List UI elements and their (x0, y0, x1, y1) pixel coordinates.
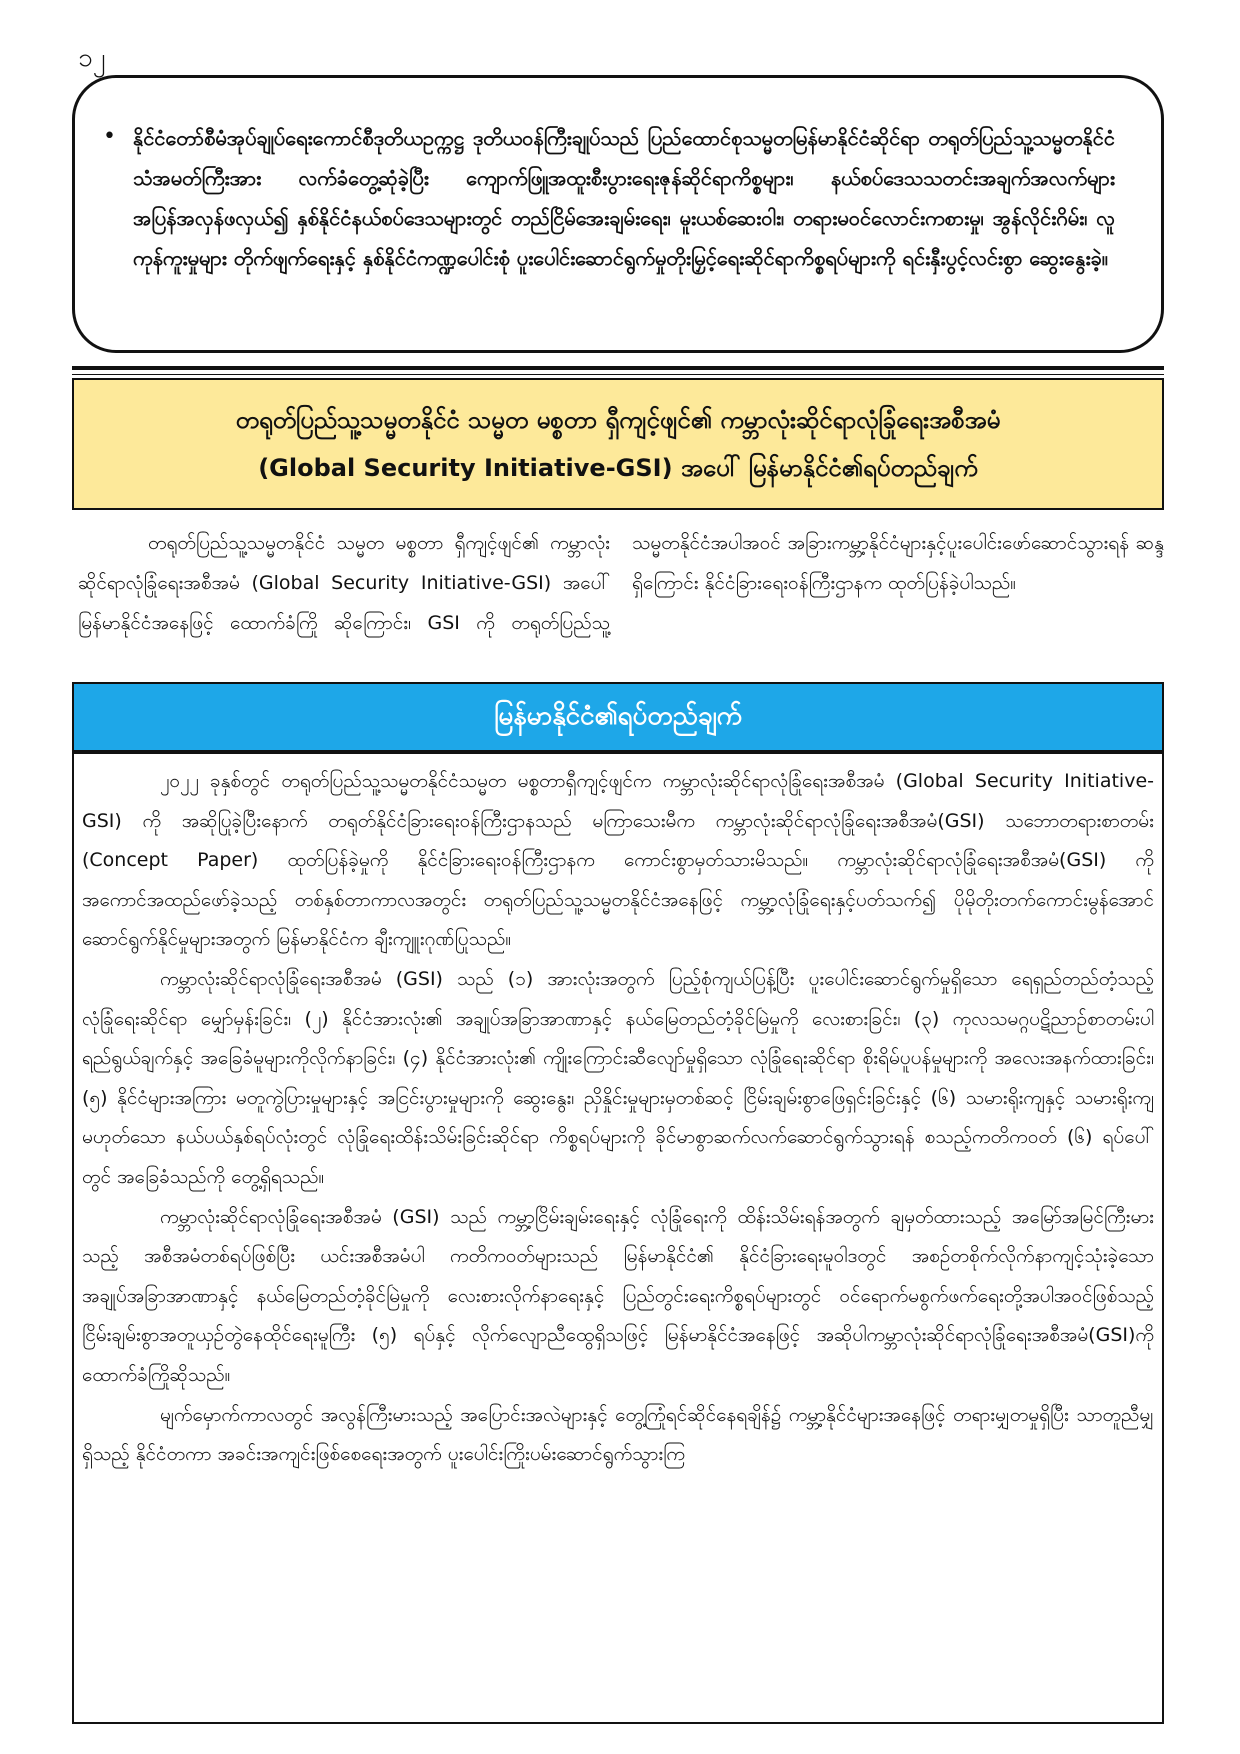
article-title-box (72, 378, 1164, 510)
page-number: ၁၂ (78, 43, 106, 73)
section-heading: မြန်မာနိုင်ငံ၏ရပ်တည်ချက် (493, 700, 743, 731)
body-paragraph: ၂၀၂၂ ခုနှစ်တွင် တရုတ်ပြည်သူ့သမ္မတနိုင်ငံသမ္မတ မစ္စတာရှီကျင့်ဖျင်က ကမ္ဘာလုံးဆိုင်ရာလုံခြုံရေးအစီအမံ (Global Security Initiative-GSI) ကို အဆိုပြုခဲ့ပြီးနောက် တရုတ်နိုင်ငံခြားရေးဝန်ကြီးဌာနသည် မကြာသေးမီက ကမ္ဘာလုံးဆိုင်ရာလုံခြုံရေးအစီအမံ(GSI) သဘောတရားစာတမ်း (Concept Paper) ထုတ်ပြန်ခဲ့မှုကို နိုင်ငံခြားရေးဝန်ကြီးဌာနက ကောင်းစွာမှတ်သားမိသည်။ ကမ္ဘာလုံးဆိုင်ရာလုံခြုံရေးအစီအမံ(GSI) ကို အကောင်အထည်ဖော်ခဲ့သည့် တစ်နှစ်တာကာလအတွင်း တရုတ်ပြည်သူ့သမ္မတနိုင်ငံအနေဖြင့် ကမ္ဘာ့လုံခြုံရေးနှင့်ပတ်သက်၍ ပိုမိုတိုးတက်ကောင်းမွန်အောင် ဆောင်ရွက်နိုင်မှုများအတွက် မြန်မာနိုင်ငံက ချီးကျူးဂုဏ်ပြုသည်။ (82, 770, 1154, 951)
divider-thick (72, 366, 1164, 370)
body-box (72, 752, 1164, 1724)
intro-text: တရုတ်ပြည်သူ့သမ္မတနိုင်ငံ သမ္မတ မစ္စတာ ရှီကျင့်ဖျင်၏ ကမ္ဘာလုံးဆိုင်ရာလုံခြုံရေးအစီအမံ (Global Security Initiative-GSI) အပေါ် မြန်မာနိုင်ငံအနေဖြင့် ထောက်ခံကြို ဆိုကြောင်း၊ GSI ကို တရုတ်ပြည်သူ့သမ္မတနိုင်ငံအပါအဝင် အခြားကမ္ဘာ့နိုင်ငံများနှင့်ပူးပေါင်းဖော်ဆောင်သွားရန် ဆန္ဒရှိကြောင်း နိုင်ငံခြားရေးဝန်ကြီးဌာနက ထုတ်ပြန်ခဲ့ပါသည်။ (78, 532, 1164, 634)
body-paragraph: ကမ္ဘာလုံးဆိုင်ရာလုံခြုံရေးအစီအမံ (GSI) သည် (၁) အားလုံးအတွက် ပြည့်စုံကျယ်ပြန့်ပြီး ပူးပေါင်းဆောင်ရွက်မှုရှိသော ရေရှည်တည်တံ့သည့် လုံခြုံရေးဆိုင်ရာ မျှော်မှန်းခြင်း၊ (၂) နိုင်ငံအားလုံး၏ အချုပ်အခြာအာဏာနှင့် နယ်မြေတည်တံ့ခိုင်မြဲမှုကို လေးစားခြင်း၊ (၃) ကုလသမဂ္ဂပဋိညာဉ်စာတမ်းပါ ရည်ရွယ်ချက်နှင့် အခြေခံမူများကိုလိုက်နာခြင်း၊ (၄) နိုင်ငံအားလုံး၏ ကျိုးကြောင်းဆီလျော်မှုရှိသော လုံခြုံရေးဆိုင်ရာ စိုးရိမ်ပူပန်မှုများကို အလေးအနက်ထားခြင်း၊ (၅) နိုင်ငံများအကြား မတူကွဲပြားမှုများနှင့် အငြင်းပွားမှုများကို ဆွေးနွေး၊ ညှိနှိုင်းမှုများမှတစ်ဆင့် ငြိမ်းချမ်းစွာဖြေရှင်းခြင်းနှင့် (၆) သမားရိုးကျနှင့် သမားရိုးကျမဟုတ်သော နယ်ပယ်နှစ်ရပ်လုံးတွင် လုံခြုံရေးထိန်းသိမ်းခြင်းဆိုင်ရာ ကိစ္စရပ်များကို ခိုင်မာစွာဆက်လက်ဆောင်ရွက်သွားရန် စသည့်ကတိကဝတ် (၆) ရပ်ပေါ် တွင် အခြေခံသည်ကို တွေ့ရှိရသည်။ (82, 967, 1154, 1188)
bullet-point: • (103, 124, 116, 149)
article-title-line2: (Global Security Initiative-GSI) အပေါ် မြန်မာနိုင်ငံ၏ရပ်တည်ချက် (258, 454, 978, 482)
body-paragraph: မျက်မှောက်ကာလတွင် အလွန်ကြီးမားသည့် အပြောင်းအလဲများနှင့် တွေ့ကြုံရင်ဆိုင်နေရချိန်၌ ကမ္ဘာ့နိုင်ငံများအနေဖြင့် တရားမျှတမှုရှိပြီး သာတူညီမျှရှိသည့် နိုင်ငံတကာ အခင်းအကျင်းဖြစ်စေရေးအတွက် ပူးပေါင်းကြိုးပမ်းဆောင်ရွက်သွားကြ (82, 1403, 1154, 1466)
body-paragraph: ကမ္ဘာလုံးဆိုင်ရာလုံခြုံရေးအစီအမံ (GSI) သည် ကမ္ဘာ့ငြိမ်းချမ်းရေးနှင့် လုံခြုံရေးကို ထိန်းသိမ်းရန်အတွက် ချမှတ်ထားသည့် အမြော်အမြင်ကြီးမားသည့် အစီအမံတစ်ရပ်ဖြစ်ပြီး ယင်းအစီအမံပါ ကတိကဝတ်များသည် မြန်မာနိုင်ငံ၏ နိုင်ငံခြားရေးမူဝါဒတွင် အစဉ်တစိုက်လိုက်နာကျင့်သုံးခဲ့သော အချုပ်အခြာအာဏာနှင့် နယ်မြေတည်တံ့ခိုင်မြဲမှုကို လေးစားလိုက်နာရေးနှင့် ပြည်တွင်းရေးကိစ္စရပ်များတွင် ဝင်ရောက်မစွက်ဖက်ရေးတို့အပါအဝင်ဖြစ်သည့် ငြိမ်းချမ်းစွာအတူယှဉ်တွဲနေထိုင်ရေးမူကြီး (၅) ရပ်နှင့် လိုက်လျောညီထွေရှိသဖြင့် မြန်မာနိုင်ငံအနေဖြင့် အဆိုပါကမ္ဘာလုံးဆိုင်ရာလုံခြုံရေးအစီအမံ(GSI)ကို ထောက်ခံကြိုဆိုသည်။ (82, 1205, 1154, 1386)
section-header (72, 682, 1164, 752)
highlight-box (72, 75, 1164, 353)
article-title-line1: တရုတ်ပြည်သူ့သမ္မတနိုင်ငံ သမ္မတ မစ္စတာ ရှီကျင့်ဖျင်၏ ကမ္ဘာလုံးဆိုင်ရာလုံခြုံရေးအစီအမံ (235, 406, 1001, 434)
divider-thin (72, 374, 1164, 375)
intro-columns (78, 523, 1164, 663)
highlight-text: နိုင်ငံတော်စီမံအုပ်ချုပ်ရေးကောင်စီဒုတိယဥက္ကဋ္ဌ ဒုတိယဝန်ကြီးချုပ်သည် ပြည်ထောင်စုသမ္မတမြန်မာနိုင်ငံဆိုင်ရာ တရုတ်ပြည်သူ့သမ္မတနိုင်ငံ သံအမတ်ကြီးအား လက်ခံတွေ့ဆုံခဲ့ပြီး ကျောက်ဖြူအထူးစီးပွားရေးဇုန်ဆိုင်ရာကိစ္စများ၊ နယ်စပ်ဒေသသတင်းအချက်အလက်များ အပြန်အလှန်ဖလှယ်၍ နှစ်နိုင်ငံနယ်စပ်ဒေသများတွင် တည်ငြိမ်အေးချမ်းရေး၊ မူးယစ်ဆေးဝါး၊ တရားမဝင်လောင်းကစားမှု၊ အွန်လိုင်းဂိမ်း၊ လူကုန်ကူးမှုများ တိုက်ဖျက်ရေးနှင့် နှစ်နိုင်ငံကဏ္ဍပေါင်းစုံ ပူးပေါင်းဆောင်ရွက်မှုတိုးမြှင့်ရေးဆိုင်ရာကိစ္စရပ်များကို ရင်းနှီးပွင့်လင်းစွာ ဆွေးနွေးခဲ့။ (133, 126, 1115, 270)
